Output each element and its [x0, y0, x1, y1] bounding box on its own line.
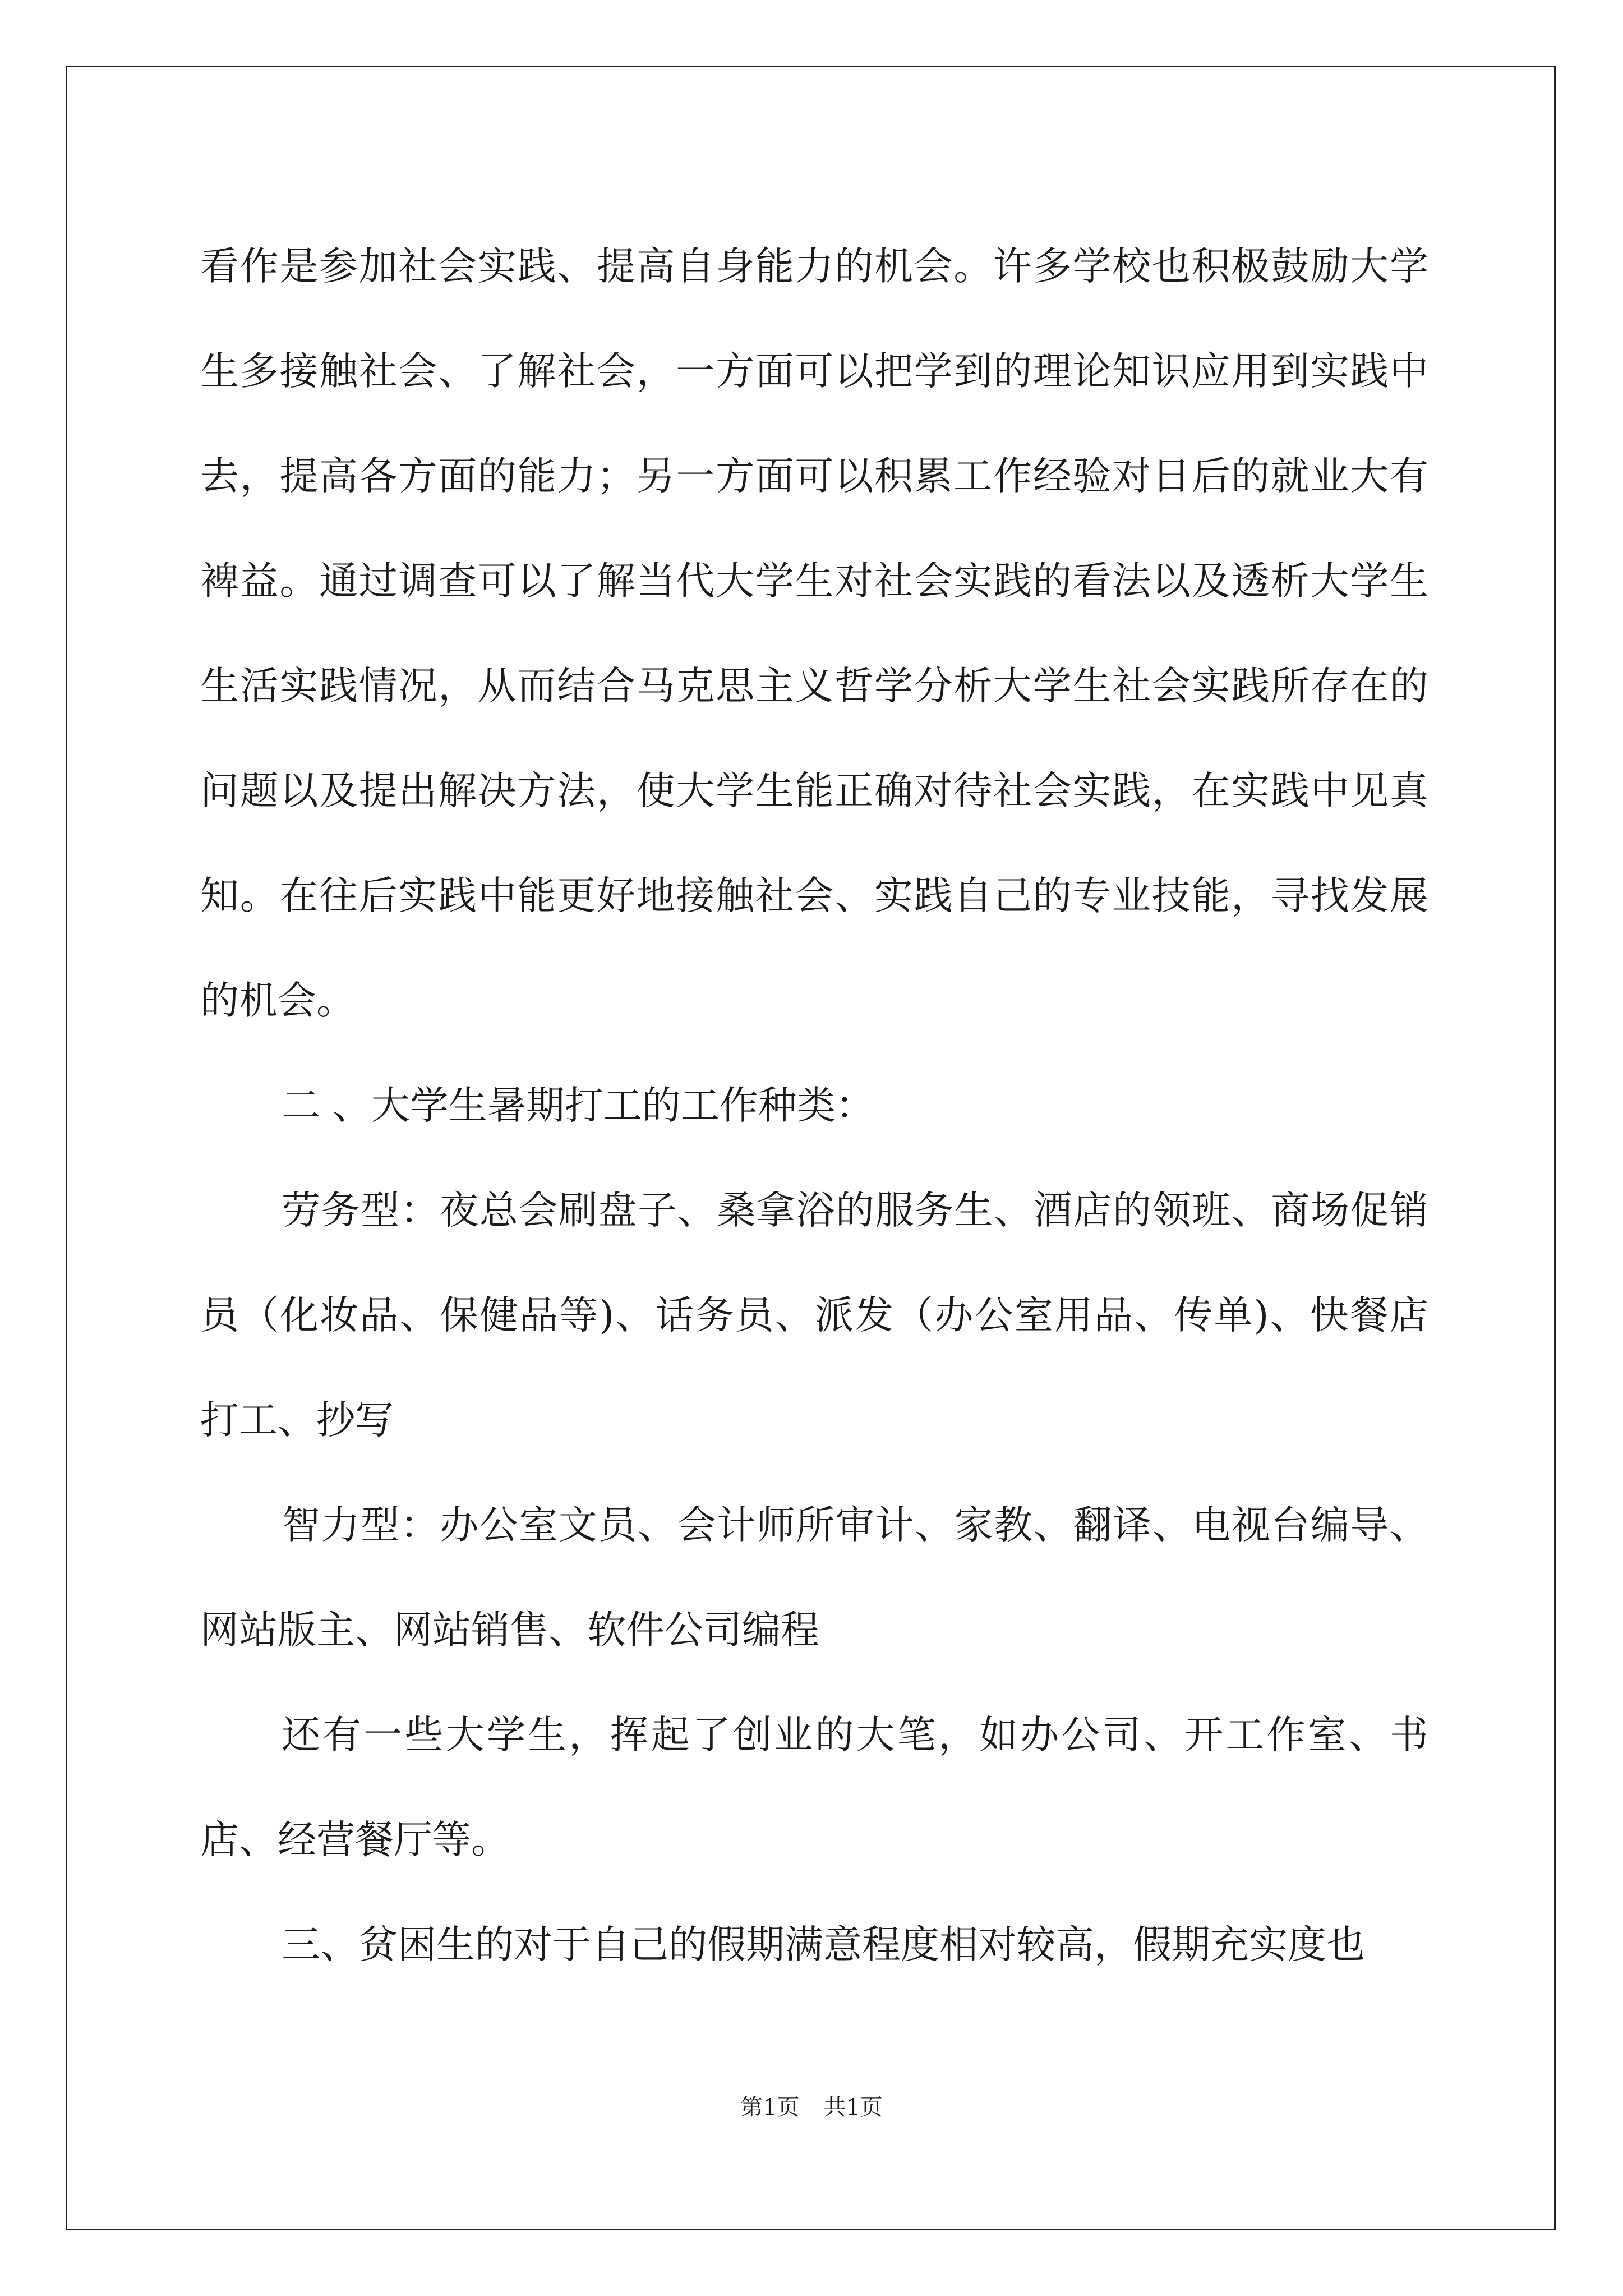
paragraph-4: 智力型：办公室文员、会计师所审计、家教、翻译、电视台编导、网站版主、网站销售、软件公司编程 — [200, 1503, 1428, 1653]
paragraph-2: 二 、大学生暑期打工的工作种类： — [282, 1083, 874, 1128]
paragraph-1: 看作是参加社会实践、提高自身能力的机会。许多学校也积极鼓励大学生多接触社会、了解社会，一方面可以把学到的理论知识应用到实践中去，提高各方面的能力；另一方面可以积累工作经验对日后的就业大有裨益。通过调查可以了解当代大学生对社会实践的看法以及透析大学生生活实践情况，从而结合马克思主义哲学分析大学生社会实践所存在的问题以及提出解决方法，使大学生能正确对待社会实践，在实践中见真知。在往后实践中能更好地接触社会、实践自己的专业技能，寻找发展的机会。 — [200, 244, 1428, 1023]
page-footer: 第1页 共1页 — [740, 2095, 883, 2120]
paragraph-3: 劳务型：夜总会刷盘子、桑拿浴的服务生、酒店的领班、商场促销员（化妆品、保健品等)、话务员、派发（办公室用品、传单)、快餐店打工、抄写 — [200, 1188, 1428, 1443]
document-body — [200, 214, 1428, 1998]
paragraph-6: 三、贫困生的对于自己的假期满意程度相对较高，假期充实度也 — [282, 1922, 1365, 1967]
paragraph-5: 还有一些大学生，挥起了创业的大笔，如办公司、开工作室、书店、经营餐厅等。 — [200, 1713, 1428, 1862]
